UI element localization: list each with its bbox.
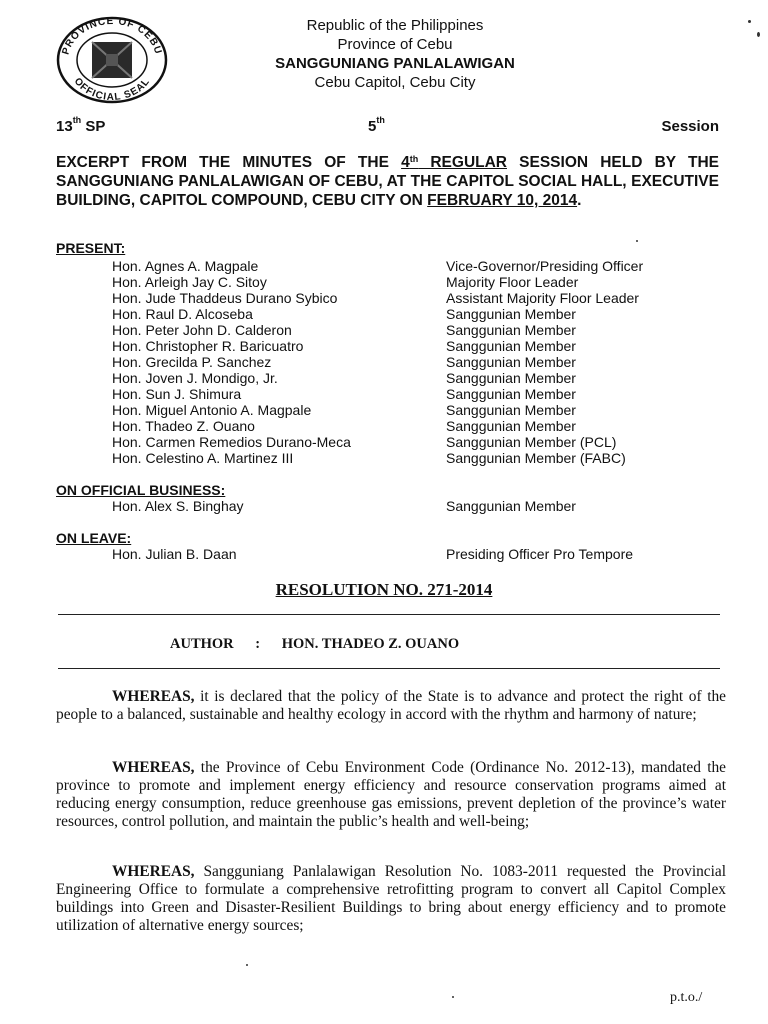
session-label: Session (661, 118, 719, 135)
present-names (112, 258, 351, 466)
resolution-title: RESOLUTION NO. 271-2014 (275, 580, 493, 599)
author-label: AUTHOR (170, 636, 234, 652)
present-member-name: Hon. Agnes A. Magpale (112, 258, 259, 274)
present-roles (446, 258, 643, 466)
present-member-role: Sanggunian Member (446, 370, 576, 386)
present-member-name: Hon. Miguel Antonio A. Magpale (112, 402, 312, 418)
whereas-clause-3: WHEREAS, Sangguniang Panlalawigan Resolution No. 1083-2011 requested the Provincial Engineering Office to formulate a comprehensive retrofitting program to convert all Capitol Complex buildings into Green and Disaster-Resilient Buildings to bring about energy efficiency and to promote utilization of alternative energy sources; (56, 863, 726, 934)
whereas-clause-2: WHEREAS, the Province of Cebu Environment Code (Ordinance No. 2012-13), mandated the province to promote and implement energy efficiency and resource conservation programs aimed at reducing energy consumption, reduce greenhouse gas emissions, prevent depletion of the province’s water resources, control pollution, and maintain the public’s health and well-being; (56, 759, 726, 830)
present-member-role: Sanggunian Member (FABC) (446, 450, 626, 466)
present-member-name: Hon. Carmen Remedios Durano-Meca (112, 434, 351, 450)
present-member-name: Hon. Peter John D. Calderon (112, 322, 292, 338)
present-member-role: Sanggunian Member (PCL) (446, 434, 617, 450)
present-member-name: Hon. Sun J. Shimura (112, 386, 242, 402)
present-member-name: Hon. Grecilda P. Sanchez (112, 354, 272, 370)
present-member-role: Sanggunian Member (446, 386, 576, 402)
present-member-role: Assistant Majority Floor Leader (446, 290, 639, 306)
header-province: Province of Cebu (337, 36, 453, 53)
official-business-label: ON OFFICIAL BUSINESS: (56, 482, 226, 498)
letterhead (200, 16, 590, 92)
author-line (170, 636, 459, 653)
present-member-role: Vice-Governor/Presiding Officer (446, 258, 644, 274)
session-date: FEBRUARY 10, 2014 (427, 192, 578, 209)
present-member-name: Hon. Joven J. Mondigo, Jr. (112, 370, 278, 386)
on-leave-name: Hon. Julian B. Daan (112, 546, 237, 562)
present-member-role: Sanggunian Member (446, 402, 576, 418)
page-turn-note: p.t.o./ (670, 990, 703, 1005)
header-address: Cebu Capitol, Cebu City (314, 74, 476, 91)
present-member-name: Hon. Celestino A. Martinez III (112, 450, 294, 466)
on-leave-role: Presiding Officer Pro Tempore (446, 546, 634, 562)
present-member-role: Sanggunian Member (446, 354, 576, 370)
sp-number: 13th SP (56, 115, 106, 135)
divider-top (58, 614, 720, 615)
present-member-role: Sanggunian Member (446, 338, 576, 354)
on-leave-label: ON LEAVE: (56, 530, 132, 546)
scan-speck (757, 32, 760, 37)
present-member-role: Sanggunian Member (446, 418, 576, 434)
session-number: 5th (368, 115, 385, 135)
present-member-role: Majority Floor Leader (446, 274, 579, 290)
present-member-role: Sanggunian Member (446, 306, 576, 322)
seal-ring-bottom: OFFICIAL SEAL (71, 75, 153, 104)
scan-speck (748, 20, 751, 23)
present-label: PRESENT: (56, 240, 126, 256)
official-business-name: Hon. Alex S. Binghay (112, 498, 244, 514)
author-name: HON. THADEO Z. OUANO (281, 636, 460, 652)
header-body: SANGGUNIANG PANLALAWIGAN (275, 55, 515, 72)
official-business-role: Sanggunian Member (446, 498, 576, 514)
scan-speck (246, 964, 248, 966)
present-member-name: Hon. Raul D. Alcoseba (112, 306, 253, 322)
excerpt-heading: EXCERPT FROM THE MINUTES OF THE 4th REGULAR SESSION HELD BY THE SANGGUNIANG PANLALAWIGAN OF CEBU, AT THE CAPITOL SOCIAL HALL, EXECUTIVE BUILDING, CAPITOL COMPOUND, CEBU CITY ON FEBRUARY 10, 2014. (56, 154, 719, 209)
scan-speck (452, 996, 454, 998)
seal-ring-top: PROVINCE OF CEBU (60, 15, 164, 57)
svg-text:OFFICIAL SEAL (72, 76, 153, 103)
author-separator: : (255, 636, 261, 652)
divider-bottom (58, 668, 720, 669)
present-member-role: Sanggunian Member (446, 322, 576, 338)
present-member-name: Hon. Thadeo Z. Ouano (112, 418, 255, 434)
present-member-name: Hon. Arleigh Jay C. Sitoy (112, 274, 267, 290)
header-republic: Republic of the Philippines (306, 17, 484, 34)
whereas-clause-1: WHEREAS, it is declared that the policy of the State is to advance and protect the right of the people to a balanced, sustainable and healthy ecology in accord with the rhythm and harmony of nature; (56, 688, 726, 723)
present-member-name: Hon. Jude Thaddeus Durano Sybico (112, 290, 338, 306)
scan-speck (636, 240, 638, 242)
present-member-name: Hon. Christopher R. Baricuatro (112, 338, 304, 354)
provincial-seal-icon (52, 14, 172, 104)
